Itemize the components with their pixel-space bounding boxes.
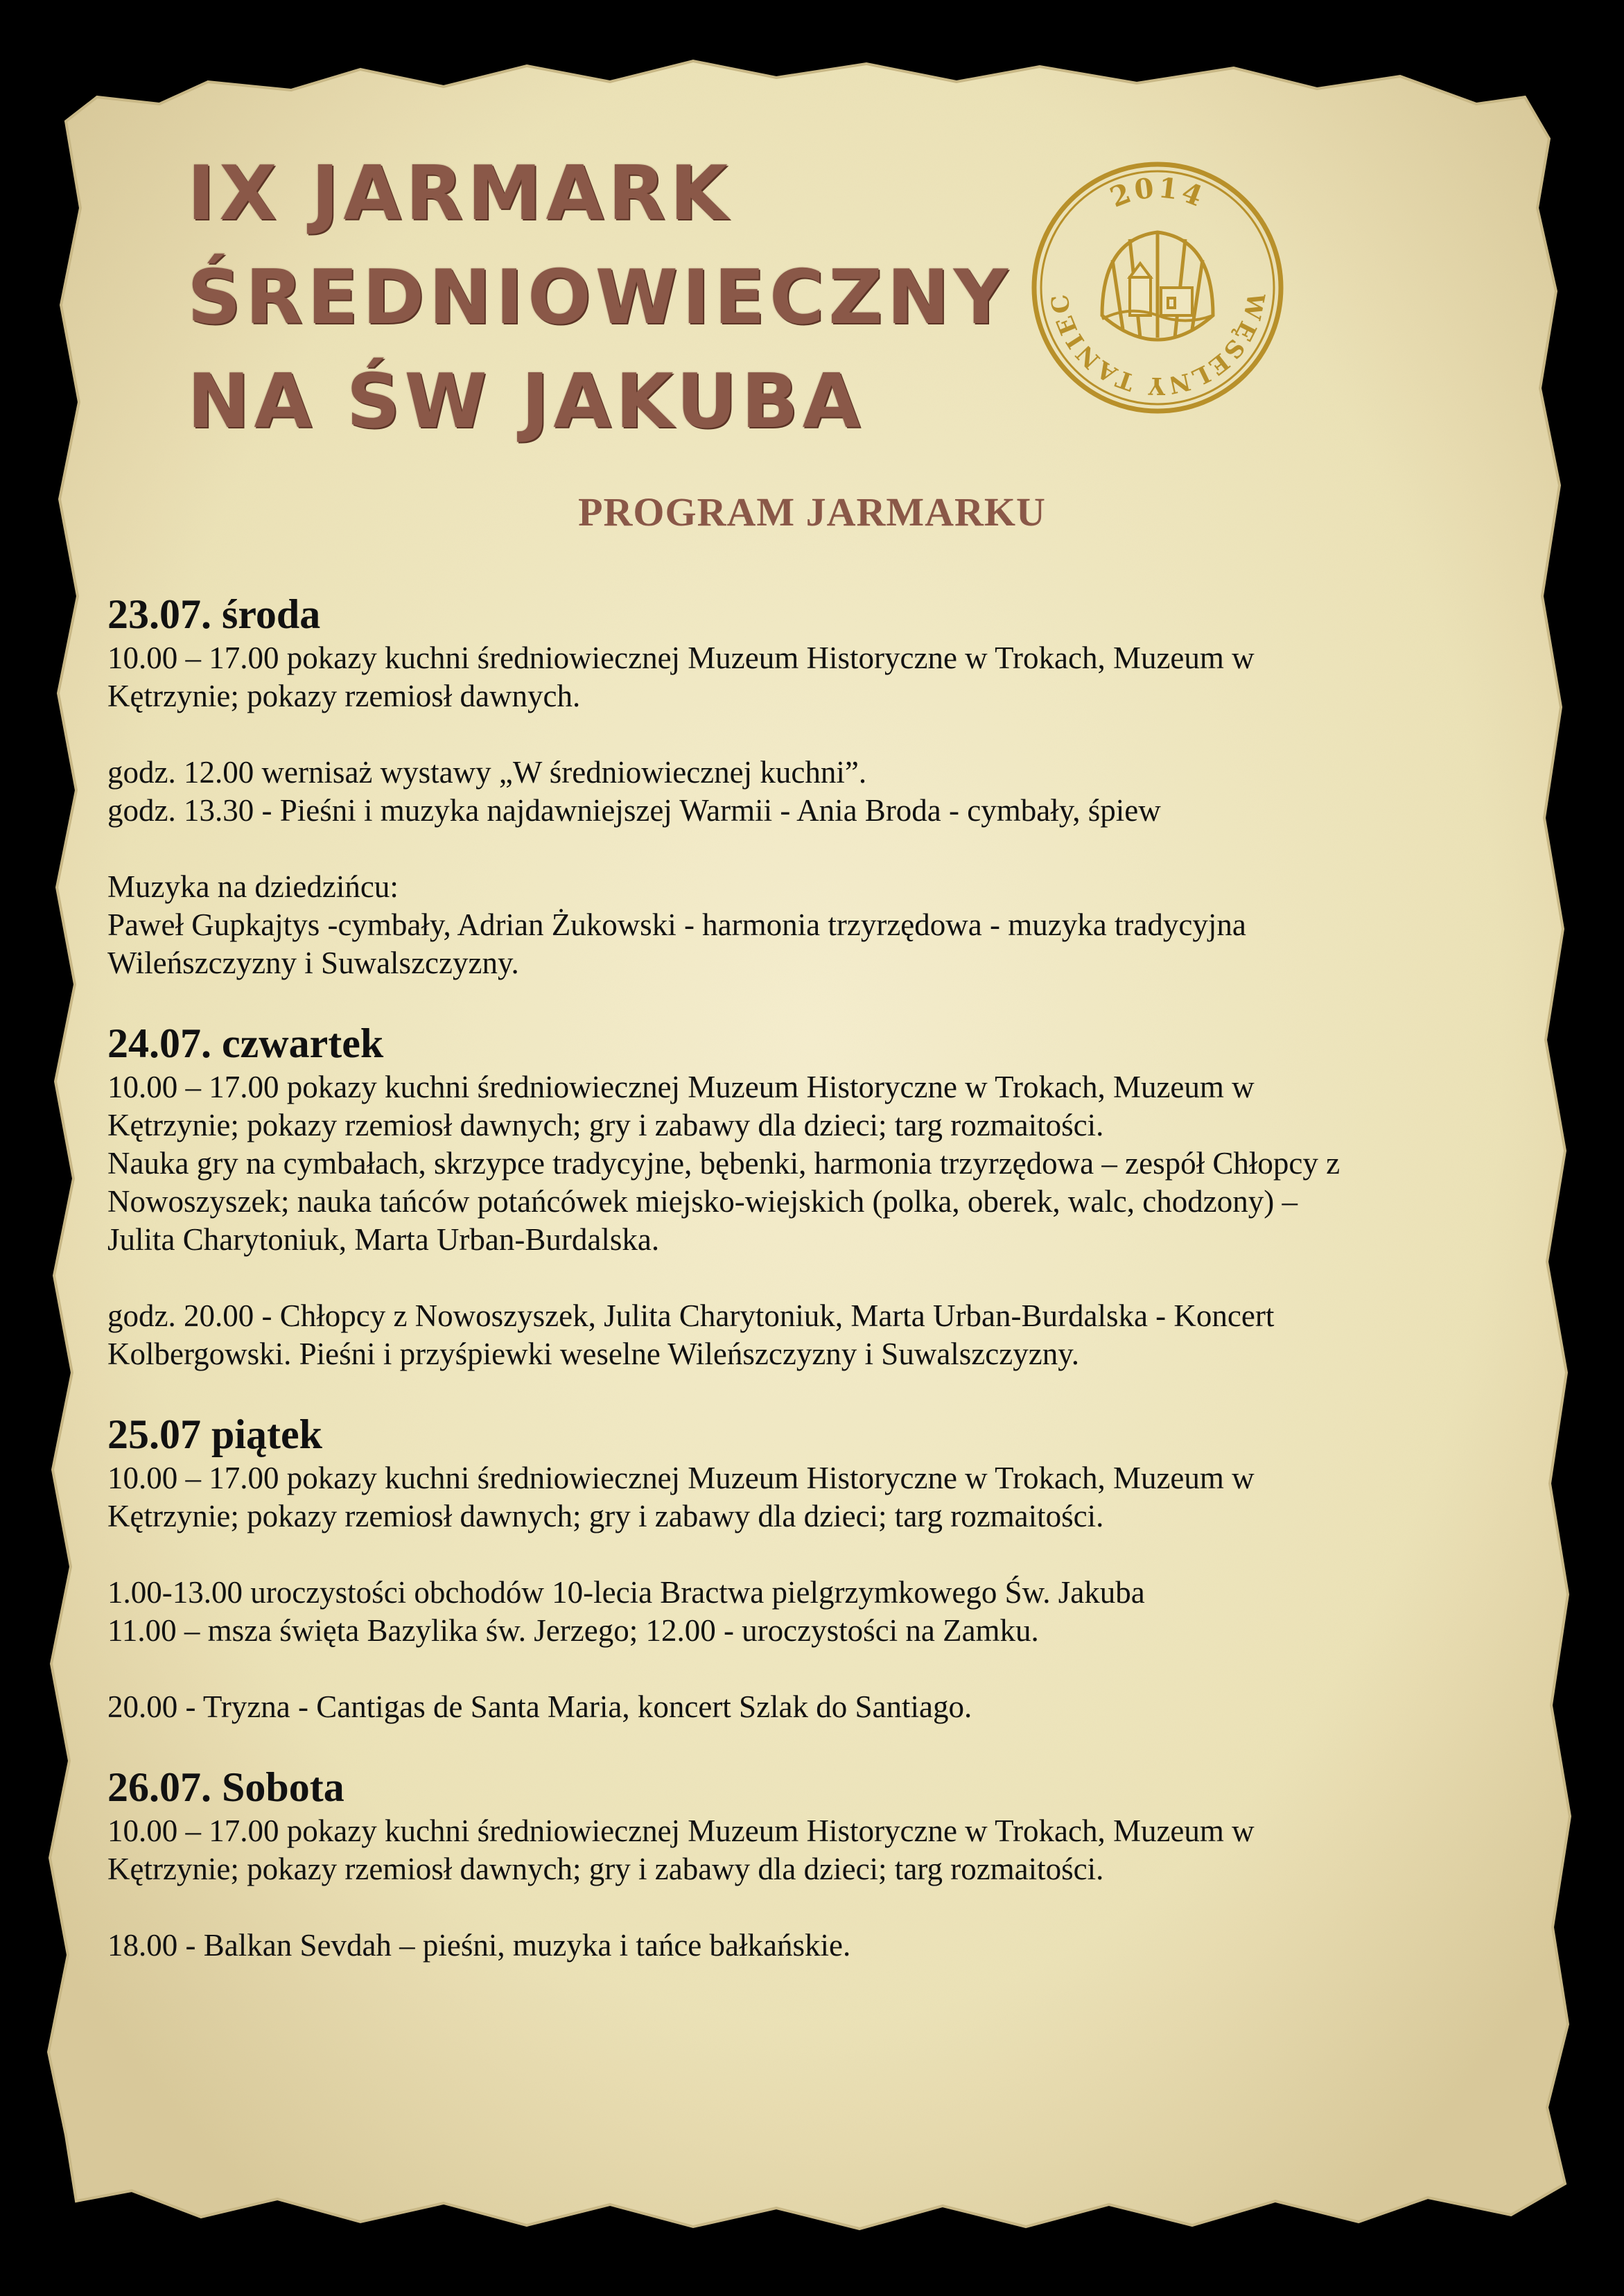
schedule-line: 10.00 – 17.00 pokazy kuchni średniowiecznej Muzeum Historyczne w Trokach, Muzeum w [107, 1461, 1255, 1495]
day-heading: 23.07. środa [107, 591, 321, 637]
day-section-2307 [107, 589, 1508, 982]
schedule-line: Kętrzynie; pokazy rzemiosł dawnych; gry i zabawy dla dzieci; targ rozmaitości. [107, 1852, 1104, 1886]
schedule-line: godz. 13.30 - Pieśni i muzyka najdawniejszej Warmii - Ania Broda - cymbały, śpiew [107, 793, 1161, 828]
schedule-paragraph [107, 1297, 1508, 1373]
schedule-line: Kętrzynie; pokazy rzemiosł dawnych; gry i zabawy dla dzieci; targ rozmaitości. [107, 1108, 1104, 1142]
schedule-line: Nauka gry na cymbałach, skrzypce tradycyjne, bębenki, harmonia trzyrzędowa – zespół Chłopcy z [107, 1146, 1341, 1181]
schedule-line: 11.00 – msza święta Bazylika św. Jerzego; 12.00 - uroczystości na Zamku. [107, 1613, 1039, 1648]
schedule-line: 1.00-13.00 uroczystości obchodów 10-lecia Bractwa pielgrzymkowego Św. Jakuba [107, 1575, 1145, 1610]
scallop-shell-icon [1102, 232, 1213, 340]
schedule-line: Wileńszczyzny i Suwalszczyzny. [107, 946, 519, 980]
schedule-paragraph [107, 1927, 1508, 1965]
schedule-paragraph [107, 868, 1508, 982]
schedule-paragraph [107, 1574, 1508, 1650]
svg-text:WĘSELNY TANIEC: WĘSELNY TANIEC [1045, 290, 1270, 400]
schedule-line: 10.00 – 17.00 pokazy kuchni średniowiecznej Muzeum Historyczne w Trokach, Muzeum w [107, 1814, 1255, 1848]
schedule-line: Kętrzynie; pokazy rzemiosł dawnych. [107, 679, 581, 713]
day-section-2407 [107, 1018, 1508, 1373]
schedule-line: godz. 20.00 - Chłopcy z Nowoszyszek, Julita Charytoniuk, Marta Urban-Burdalska - Koncert [107, 1298, 1275, 1333]
schedule-line: 18.00 - Balkan Sevdah – pieśni, muzyka i tańce bałkańskie. [107, 1928, 851, 1963]
schedule-paragraph [107, 1068, 1508, 1259]
schedule-paragraph [107, 1812, 1508, 1888]
schedule-paragraph [107, 1459, 1508, 1536]
program-heading: PROGRAM JARMARKU [578, 489, 1046, 534]
schedule-line: 10.00 – 17.00 pokazy kuchni średniowiecznej Muzeum Historyczne w Trokach, Muzeum w [107, 1070, 1255, 1104]
day-heading: 25.07 piątek [107, 1411, 323, 1457]
schedule-line: 10.00 – 17.00 pokazy kuchni średniowiecznej Muzeum Historyczne w Trokach, Muzeum w [107, 641, 1255, 675]
day-heading: 26.07. Sobota [107, 1764, 344, 1810]
schedule-line: Kolbergowski. Pieśni i przyśpiewki weselne Wileńszczyzny i Suwalszczyzny. [107, 1337, 1080, 1371]
day-heading: 24.07. czwartek [107, 1020, 384, 1066]
festival-seal-logo [1026, 156, 1289, 419]
schedule-line: Paweł Gupkajtys -cymbały, Adrian Żukowski - harmonia trzyrzędowa - muzyka tradycyjna [107, 907, 1246, 942]
schedule-paragraph [107, 1688, 1508, 1726]
schedule-paragraph [107, 754, 1508, 830]
title-line-2: ŚREDNIOWIECZNY [187, 254, 1012, 341]
program-content [107, 589, 1508, 2001]
title-line-3: NA ŚW JAKUBA [187, 358, 865, 445]
schedule-line: 20.00 - Tryzna - Cantigas de Santa Maria, koncert Szlak do Santiago. [107, 1689, 972, 1724]
schedule-line: Muzyka na dziedzińcu: [107, 869, 399, 904]
schedule-line: godz. 12.00 wernisaż wystawy „W średniowiecznej kuchni”. [107, 755, 867, 790]
day-section-2507 [107, 1409, 1508, 1726]
schedule-paragraph [107, 639, 1508, 715]
festival-title [187, 142, 1019, 454]
schedule-line: Kętrzynie; pokazy rzemiosł dawnych; gry i zabawy dla dzieci; targ rozmaitości. [107, 1499, 1104, 1533]
title-line-1: IX JARMARK [187, 150, 732, 237]
schedule-line: Nowoszyszek; nauka tańców potańcówek miejsko-wiejskich (polka, oberek, walc, chodzony) – [107, 1184, 1298, 1219]
schedule-line: Julita Charytoniuk, Marta Urban-Burdalska. [107, 1222, 660, 1257]
day-section-2607 [107, 1762, 1508, 1965]
svg-text:2014: 2014 [1106, 171, 1210, 214]
